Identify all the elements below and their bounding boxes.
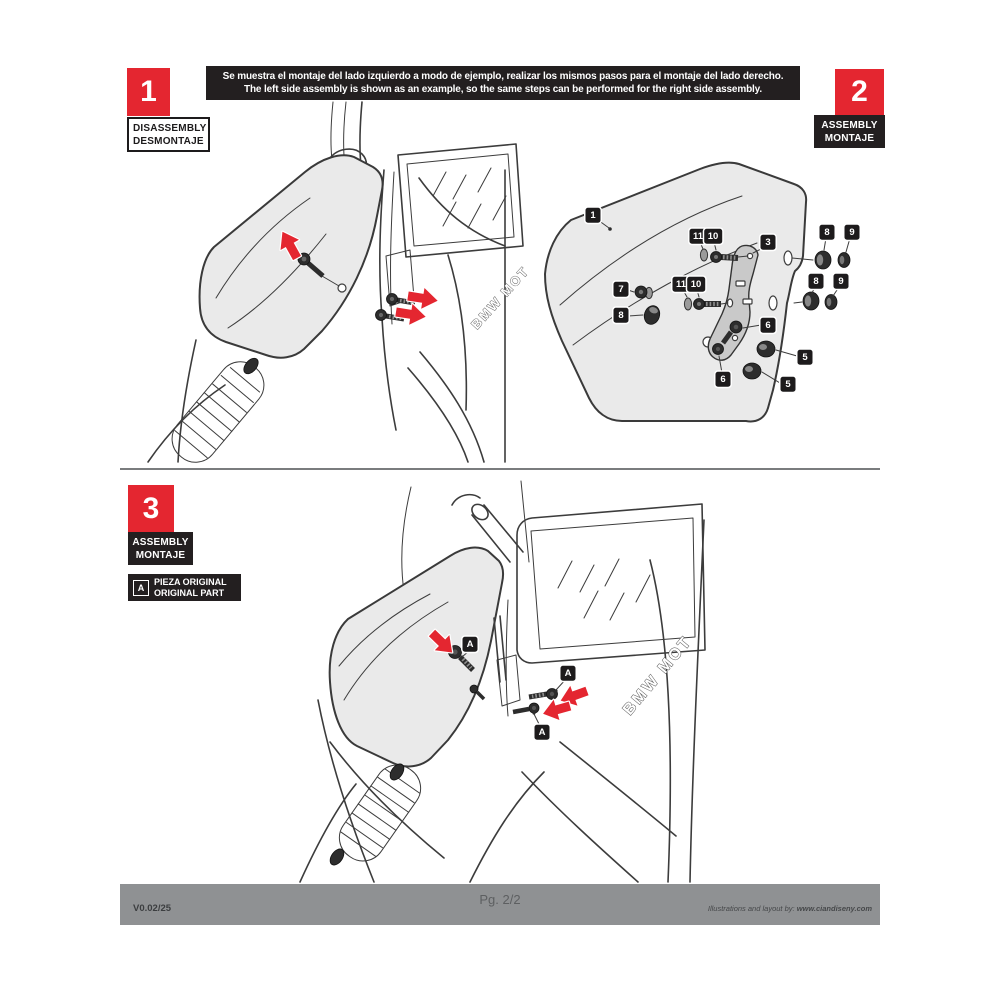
part-callout-9: 9	[845, 225, 860, 240]
step-1-label-en: DISASSEMBLY	[133, 122, 207, 134]
well-nut	[794, 292, 837, 310]
step-1-label	[127, 117, 210, 152]
step-1-badge	[127, 68, 170, 116]
part-callout-6: 6	[761, 318, 776, 333]
step-2-badge	[835, 69, 884, 115]
part-callout-11: 11	[689, 229, 706, 244]
part-callout-7: 7	[614, 282, 629, 297]
brand-text: BMW MOT	[468, 263, 533, 333]
part-callout-9: 9	[834, 274, 849, 289]
part-callout-A: A	[535, 725, 550, 740]
step-1-label-es: DESMONTAJE	[133, 135, 204, 147]
step-2-label	[814, 115, 885, 148]
part-callout-8: 8	[809, 274, 824, 289]
vent-grille	[163, 353, 273, 471]
step-2-label-en: ASSEMBLY	[821, 119, 878, 131]
assembly-illustration	[300, 481, 705, 882]
screw	[529, 689, 558, 700]
deflector-panel	[545, 163, 806, 422]
original-part-marker: A	[133, 580, 149, 596]
original-part-line-en: ORIGINAL PART	[154, 587, 225, 598]
part-callout-10: 10	[704, 229, 722, 244]
flanged-screw	[635, 286, 652, 299]
original-part-line-es: PIEZA ORIGINAL	[154, 577, 227, 587]
original-part-text	[154, 577, 227, 598]
part-callout-5: 5	[798, 350, 813, 365]
part-callout-6: 6	[716, 372, 731, 387]
screw	[713, 344, 724, 355]
page-indicator: Pg. 2/2	[479, 892, 521, 907]
part-callout-5: 5	[781, 377, 796, 392]
step-3-label	[128, 532, 193, 565]
step-3-label-en: ASSEMBLY	[132, 536, 189, 548]
step-3-label-es: MONTAJE	[135, 549, 186, 561]
part-callout-8: 8	[820, 225, 835, 240]
credit-line	[708, 904, 872, 913]
credit-site: www.ciandiseny.com	[796, 904, 872, 913]
part-callout-10: 10	[687, 277, 705, 292]
exploded-illustration	[545, 163, 850, 422]
part-callout-11: 11	[672, 277, 689, 292]
section-divider	[120, 468, 880, 470]
part-callout-8: 8	[614, 308, 629, 323]
banner-line-english: The left side assembly is shown as an example, so the same steps can be performed for the right side assembly.	[244, 84, 762, 95]
step-2-number: 2	[851, 75, 868, 108]
original-part-tag	[128, 574, 241, 601]
instruction-banner	[206, 66, 800, 100]
step-3-number: 3	[142, 491, 160, 525]
version-label: V0.02/25	[133, 903, 172, 914]
credit-prefix: Illustrations and layout by:	[707, 904, 795, 913]
part-callout-A: A	[463, 637, 478, 652]
step-1-number: 1	[140, 75, 157, 108]
disassembly-illustration	[148, 102, 532, 471]
deflector-panel	[330, 548, 503, 767]
vent-grille	[327, 756, 429, 869]
part-callout-1: 1	[586, 208, 601, 223]
brand-text: BMW MOT	[620, 632, 696, 719]
part-callout-A: A	[561, 666, 576, 681]
part-callout-3: 3	[761, 235, 776, 250]
banner-line-spanish: Se muestra el montaje del lado izquierdo a modo de ejemplo, realizar los mismos pasos para el montaje del lado derecho.	[222, 71, 784, 82]
step-3-badge	[128, 485, 174, 532]
step-2-label-es: MONTAJE	[824, 132, 875, 144]
screw	[513, 703, 539, 713]
